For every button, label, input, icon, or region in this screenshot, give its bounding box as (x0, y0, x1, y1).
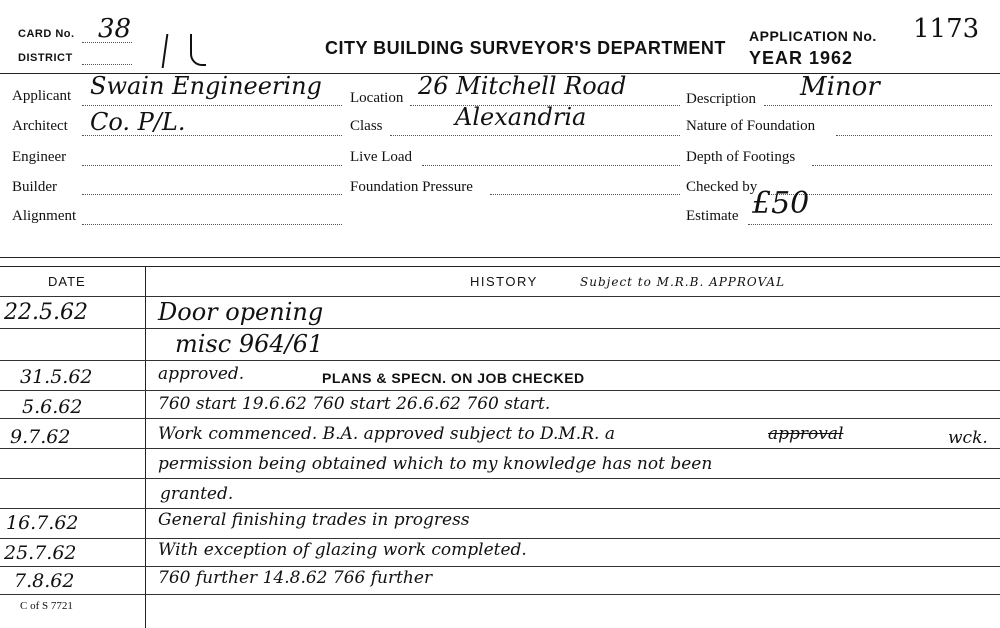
alignment-line (82, 224, 342, 225)
entry-date: 31.5.62 (20, 366, 93, 388)
class-value: Alexandria (455, 103, 587, 131)
entry-text: General finishing trades in progress (158, 510, 470, 530)
history-top-rule-2 (0, 266, 1000, 267)
architect-label: Architect (12, 118, 68, 134)
entry-text: approved. (158, 364, 245, 384)
estimate-label: Estimate (686, 208, 739, 224)
architect-value: Co. P/L. (90, 108, 186, 136)
location-label: Location (350, 90, 404, 106)
card-no-label: CARD No. (18, 28, 75, 40)
department-title: CITY BUILDING SURVEYOR'S DEPARTMENT (325, 38, 726, 58)
rule (0, 538, 1000, 539)
hand-mark (140, 34, 169, 68)
rule (0, 508, 1000, 509)
card-no-value: 38 (98, 14, 132, 44)
builder-line (82, 194, 342, 195)
entry-tail: wck. (948, 428, 988, 448)
nature-of-foundation-label: Nature of Foundation (686, 118, 816, 134)
entry-text: granted. (160, 484, 234, 504)
foundation-pressure-line (490, 194, 680, 195)
entry-date: 7.8.62 (14, 570, 75, 592)
description-line (764, 105, 992, 106)
history-top-rule (0, 257, 1000, 258)
card-no-line (82, 42, 132, 43)
location-value: 26 Mitchell Road (418, 72, 627, 100)
rule (0, 360, 1000, 361)
entry-text: With exception of glazing work completed. (158, 540, 527, 560)
applicant-value: Swain Engineering (90, 72, 322, 100)
rule (0, 594, 1000, 595)
description-value: Minor (800, 72, 880, 102)
entry-text: misc 964/61 (175, 330, 324, 358)
district-label: DISTRICT (18, 52, 73, 64)
entry-date: 25.7.62 (4, 542, 77, 564)
builder-label: Builder (12, 179, 57, 195)
entry-text: permission being obtained which to my knowledge has not been (158, 454, 713, 474)
rule (0, 478, 1000, 479)
entry-date: 16.7.62 (6, 512, 79, 534)
entry-date: 5.6.62 (22, 396, 83, 418)
year-label: YEAR 1962 (749, 48, 854, 68)
estimate-line (748, 224, 992, 225)
live-load-line (422, 165, 680, 166)
rule (0, 418, 1000, 419)
form-code: C of S 7721 (20, 600, 73, 612)
subject-note: Subject to M.R.B. APPROVAL (580, 275, 786, 289)
entry-text: Work commenced. B.A. approved subject to D.M.R. a (158, 424, 615, 444)
entry-text: Door opening (158, 298, 324, 326)
foundation-pressure-label: Foundation Pressure (350, 179, 473, 195)
depth-of-footings-label: Depth of Footings (686, 149, 796, 165)
engineer-line (82, 165, 342, 166)
rule (0, 448, 1000, 449)
alignment-label: Alignment (12, 208, 77, 224)
rule (0, 296, 1000, 297)
checked-by-label: Checked by (686, 179, 758, 195)
history-header: HISTORY (470, 274, 538, 289)
class-line (390, 135, 680, 136)
entry-date: 22.5.62 (4, 300, 88, 325)
application-number: 1173 (913, 14, 980, 44)
applicant-label: Applicant (12, 88, 72, 104)
struck-text: approval (768, 424, 844, 444)
class-label: Class (350, 118, 383, 134)
description-label: Description (686, 91, 756, 107)
live-load-label: Live Load (350, 149, 413, 165)
rule (0, 390, 1000, 391)
hand-mark-2 (190, 34, 206, 66)
rule (0, 328, 1000, 329)
nature-line (836, 135, 992, 136)
estimate-value: £50 (752, 186, 810, 221)
date-column-divider (145, 266, 146, 628)
applicant-line (82, 105, 342, 106)
rule (0, 566, 1000, 567)
depth-line (812, 165, 992, 166)
application-label: APPLICATION No. (749, 28, 877, 44)
entry-text: 760 start 19.6.62 760 start 26.6.62 760 start. (158, 394, 551, 414)
entry-text: 760 further 14.8.62 766 further (158, 568, 433, 588)
stamp-text: PLANS & SPECN. ON JOB CHECKED (322, 370, 585, 386)
date-header: DATE (48, 274, 86, 289)
entry-date: 9.7.62 (10, 426, 71, 448)
district-line (82, 64, 132, 65)
engineer-label: Engineer (12, 149, 67, 165)
